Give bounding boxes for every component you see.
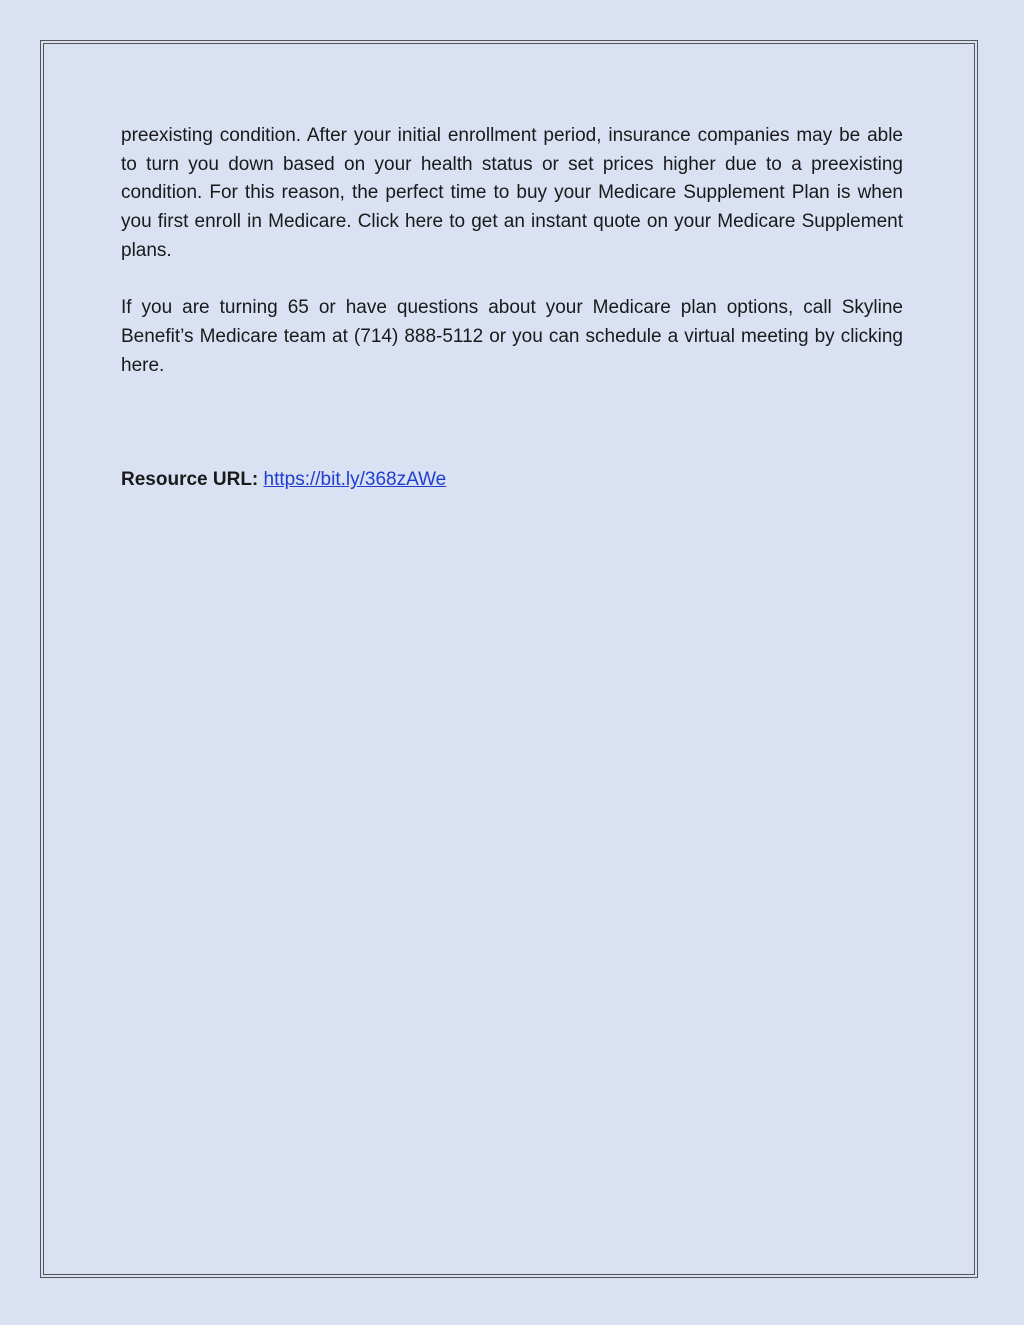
paragraph-contact: If you are turning 65 or have questions about your Medicare plan options, call Skyline Benefit’s Medicare team at (714) 888-5112 or you can schedule a virtual meeting by clicking here. xyxy=(121,297,903,376)
document-content xyxy=(121,122,903,495)
resource-url-label: Resource URL: xyxy=(121,469,259,491)
paragraph-enrollment: preexisting condition. After your initial enrollment period, insurance companies may be able to turn you down based on your health status or set prices higher due to a preexisting condition. For this reason, the perfect time to buy your Medicare Supplement Plan is when you first enroll in Medicare. Click here to get an instant quote on your Medicare Supplement plans. xyxy=(121,125,903,261)
resource-url-line xyxy=(121,466,903,495)
resource-url-link[interactable]: https://bit.ly/368zAWe xyxy=(263,469,447,491)
